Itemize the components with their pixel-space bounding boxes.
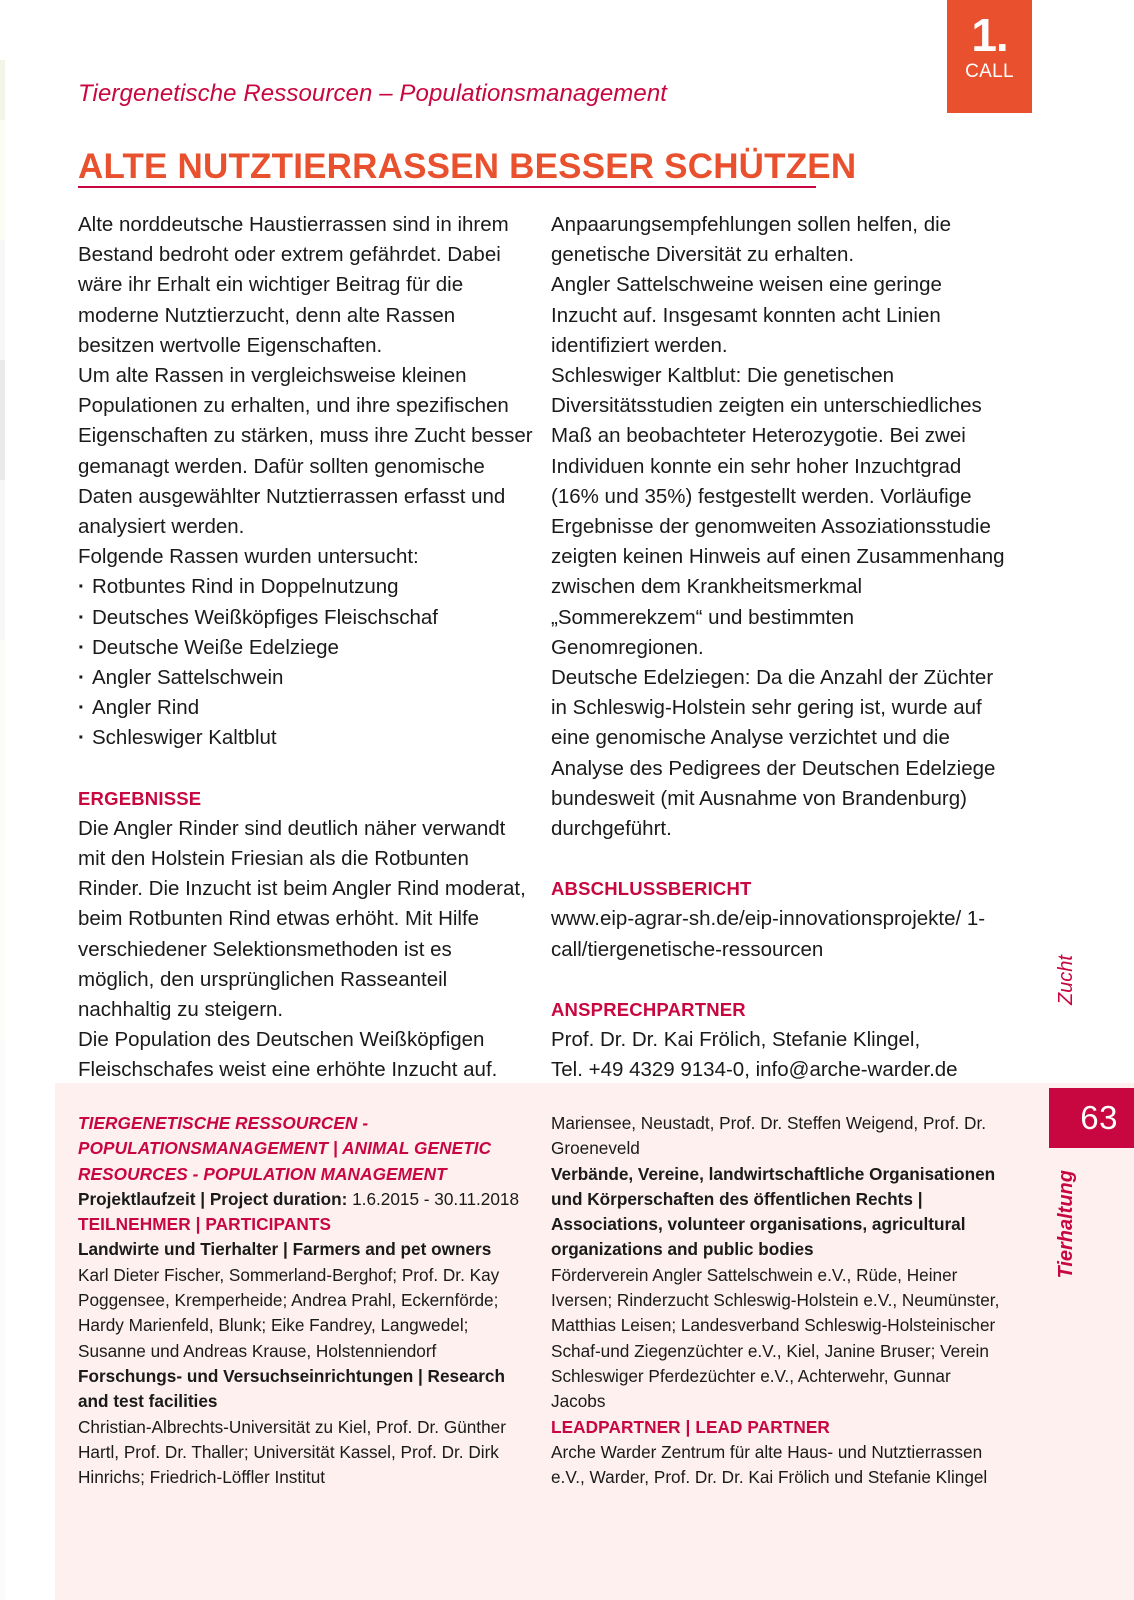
paragraph: Angler Sattelschweine weisen eine geringe Inzucht auf. Insgesamt konnten acht Linien identifiziert werden. <box>551 273 942 357</box>
article-kicker: Tiergenetische Ressourcen – Populationsmanagement <box>78 80 668 107</box>
paragraph: Deutsche Edelziegen: Da die Anzahl der Züchter in Schleswig-Holstein sehr gering ist, wurde auf eine genomische Analyse verzichtet und die Analyse des Pedigrees der Deutschen Edelziege bundesweit (mit Ausnahme von Brandenburg) durchgeführt. <box>551 666 996 841</box>
header-divider <box>78 186 816 188</box>
paragraph: Schleswiger Kaltblut: Die genetischen Diversitätsstudien zeigten ein unterschiedliches Maß an beobachteter Heterozygotie. Bei zwei Individuen konnte ein sehr hoher Inzuchtgrad (16% und 35%) festgestellt werden. Vorläufige Ergebnisse der genomweiten Assoziationsstudie zeigten keinen Hinweis auf einen Zusammenhang zwischen dem Krankheitsmerkmal „Sommerekzem“ und bestimmten Genomregionen. <box>551 364 1005 659</box>
project-title: TIERGENETISCHE RESSOURCEN - POPULATIONSMANAGEMENT | ANIMAL GENETIC RESOURCES - POPULATION MANAGEMENT <box>78 1113 492 1184</box>
list-item: · Deutsches Weißköpfiges Fleischschaf <box>78 603 533 633</box>
contact-details[interactable]: Tel. +49 4329 9134-0, info@arche-warder.de <box>551 1058 958 1082</box>
section-heading-abschlussbericht: ABSCHLUSSBERICHT <box>551 878 752 900</box>
body-column-right <box>551 210 1006 1085</box>
contact-names: Prof. Dr. Dr. Kai Frölich, Stefanie Klingel, <box>551 1028 921 1052</box>
breed-list <box>78 572 533 753</box>
list-item: · Rotbuntes Rind in Doppelnutzung <box>78 572 533 602</box>
list-item: · Schleswiger Kaltblut <box>78 723 533 753</box>
participants-heading: TEILNEHMER | PARTICIPANTS <box>78 1214 332 1235</box>
group-heading-associations: Verbände, Vereine, landwirtschaftliche Organisationen und Körperschaften des öffentlichen Rechts | Associations, volunteer organisations, agricultural organizations and public bodies <box>551 1163 996 1260</box>
project-duration-value: 1.6.2015 - 30.11.2018 <box>347 1188 520 1209</box>
project-duration <box>78 1187 533 1212</box>
list-item: · Deutsche Weiße Edelziege <box>78 633 533 663</box>
body-column-left <box>78 210 533 1086</box>
paragraph: Alte norddeutsche Haustierrassen sind in ihrem Bestand bedroht oder extrem gefährdet. Dabei wäre ihr Erhalt ein wichtiger Beitrag für die moderne Nutztierzucht, denn alte Rassen besitzen wertvolle Eigenschaften. <box>78 213 509 357</box>
sidebar-section-tierhaltung: Tierhaltung <box>1055 1170 1077 1279</box>
group-heading-research: Forschungs- und Versuchseinrichtungen | Research and test facilities <box>78 1365 505 1412</box>
page-title: ALTE NUTZTIERRASSEN BESSER SCHÜTZEN <box>78 147 857 187</box>
info-column-left <box>78 1111 533 1490</box>
call-badge <box>947 0 1032 113</box>
page-number-block <box>1049 1088 1134 1148</box>
info-column-right <box>551 1111 1006 1490</box>
paragraph: Die Population des Deutschen Weißköpfigen Fleischschafes weist eine erhöhte Inzucht auf. <box>78 1028 498 1082</box>
leadpartner-body: Arche Warder Zentrum für alte Haus- und Nutztierrassen e.V., Warder, Prof. Dr. Dr. Kai Frölich und Stefanie Klingel <box>551 1441 988 1488</box>
group-body-farmers: Karl Dieter Fischer, Sommerland-Berghof; Prof. Dr. Kay Poggensee, Kremperheide; Andrea Prahl, Eckernförde; Hardy Marienfeld, Blunk; Eike Fandrey, Langwedel; Susanne und Andreas Krause, Holstenniendorf <box>78 1264 500 1361</box>
page-number: 63 <box>1080 1099 1118 1136</box>
paragraph: Anpaarungsempfehlungen sollen helfen, die genetische Diversität zu erhalten. <box>551 213 952 267</box>
list-item: · Angler Rind <box>78 693 533 723</box>
group-body-associations: Förderverein Angler Sattelschwein e.V., Rüde, Heiner Iversen; Rinderzucht Schleswig-Holstein e.V., Neumünster, Matthias Leisen; Landesverband Schleswig-Holsteinischer Schaf-und Ziegenzüchter e.V., Kiel, Janine Bruser; Verein Schleswiger Pferdezüchter e.V., Achterwehr, Gunnar Jacobs <box>551 1264 1000 1412</box>
page-edge-tabs <box>0 0 5 1600</box>
sidebar-section-zucht: Zucht <box>1055 955 1077 1006</box>
leadpartner-heading: LEADPARTNER | LEAD PARTNER <box>551 1416 830 1437</box>
paragraph: Um alte Rassen in vergleichsweise kleinen Populationen zu erhalten, und ihre spezifischen Eigenschaften zu stärken, muss ihre Zucht besser gemanagt werden. Dafür sollten genomische Daten ausgewählter Nutztierrassen erfasst und analysiert werden. <box>78 364 533 539</box>
paragraph: Folgende Rassen wurden untersucht: <box>78 545 419 569</box>
paragraph: Die Angler Rinder sind deutlich näher verwandt mit den Holstein Friesian als die Rotbunten Rinder. Die Inzucht ist beim Angler Rind moderat, beim Rotbunten Rind etwas erhöht. Mit Hilfe verschiedener Selektionsmethoden ist es möglich, den ursprünglichen Rasseanteil nachhaltig zu steigern. <box>78 816 526 1022</box>
project-duration-label: Projektlaufzeit | Project duration: <box>78 1188 348 1209</box>
group-body-research-continued: Mariensee, Neustadt, Prof. Dr. Steffen Weigend, Prof. Dr. Groeneveld <box>551 1113 986 1159</box>
group-heading-farmers: Landwirte und Tierhalter | Farmers and pet owners <box>78 1239 492 1260</box>
call-badge-number: 1. <box>971 9 1008 61</box>
report-url[interactable]: www.eip-agrar-sh.de/eip-innovationsprojekte/ 1-call/tiergenetische-ressourcen <box>551 907 986 961</box>
section-heading-ansprechpartner: ANSPRECHPARTNER <box>551 998 746 1020</box>
project-info-box <box>55 1083 1134 1600</box>
list-item: · Angler Sattelschwein <box>78 663 533 693</box>
call-badge-label: CALL <box>965 60 1014 82</box>
section-heading-ergebnisse: ERGEBNISSE <box>78 787 202 809</box>
group-body-research: Christian-Albrechts-Universität zu Kiel, Prof. Dr. Günther Hartl, Prof. Dr. Thaller; Universität Kassel, Prof. Dr. Dirk Hinrichs; Friedrich-Löffler Institut <box>78 1416 506 1488</box>
